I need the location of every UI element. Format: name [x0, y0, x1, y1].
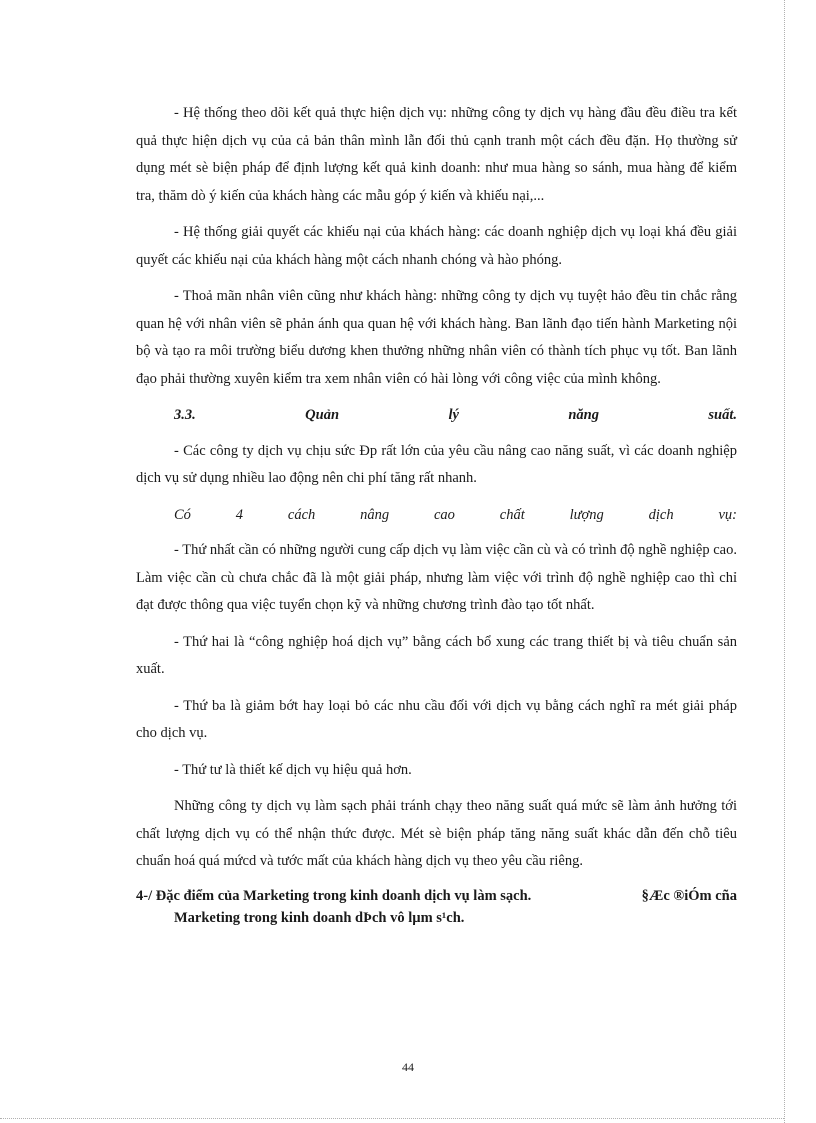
page-number: 44: [402, 1060, 414, 1074]
paragraph-productivity-pressure: - Các công ty dịch vụ chịu sức Ðp rất lớn của yêu cầu nâng cao năng suất, vì các doanh nghiệp dịch vụ sử dụng nhiều lao động nên chi phí tăng rất nhanh.: [136, 442, 737, 486]
heading-line-1: 4-/ Đặc điểm của Marketing trong kinh doanh dịch vụ làm sạch.: [136, 887, 532, 904]
page-border-right: [784, 0, 785, 1123]
heading-garbled-text: §Æc ®iÓm cña: [641, 887, 737, 904]
paragraph-second-way: - Thứ hai là “công nghiệp hoá dịch vụ” bằng cách bổ xung các trang thiết bị và tiêu chuẩn sản xuất.: [136, 633, 737, 677]
paragraph-first-way: - Thứ nhất cần có những người cung cấp dịch vụ làm việc cần cù và có trình độ nghề nghiệp cao. Làm việc cần cù chưa chắc đã là một giải pháp, nhưng làm việc với trình độ nghề nghiệp cao thì chỉ đạt được thông qua việc tuyển chọn kỹ và những chương trình đào tạo tốt nhất.: [136, 542, 737, 613]
paragraph-cleaning-productivity: Những công ty dịch vụ làm sạch phải tránh chạy theo năng suất quá mức sẽ làm ảnh hưởng tới chất lượng dịch vụ có thể nhận thức được. Mét sè biện pháp tăng năng suất khác dẫn đến chỗ tiêu chuẩn hoá quá mứcd và tước mất của khách hàng dịch vụ theo yêu cầu riêng.: [136, 798, 737, 869]
paragraph-service-monitoring: - Hệ thống theo dõi kết quả thực hiện dịch vụ: những công ty dịch vụ hàng đầu đều điều tra kết quả thực hiện dịch vụ của cả bản thân mình lẫn đối thủ cạnh tranh một cách đều đặn. Họ thường sử dụng mét sè biện pháp để định lượng kết quả kinh doanh: như mua hàng so sánh, mua hàng để kiểm tra, thăm dò ý kiến của khách hàng các mẫu góp ý kiến và khiếu nại,...: [136, 105, 737, 204]
paragraph-complaint-handling: - Hệ thống giải quyết các khiếu nại của khách hàng: các doanh nghiệp dịch vụ loại khá đều giải quyết các khiếu nại của khách hàng một cách nhanh chóng và hào phóng.: [136, 224, 737, 268]
paragraph-third-way: - Thứ ba là giảm bớt hay loại bỏ các nhu cầu đối với dịch vụ bằng cách nghĩ ra mét giải pháp cho dịch vụ.: [136, 697, 737, 741]
four-ways-line: Có 4 cách nâng cao chất lượng dịch vụ:: [174, 506, 737, 523]
document-page: [136, 100, 737, 929]
paragraph-employee-satisfaction: - Thoả mãn nhân viên cũng như khách hàng: những công ty dịch vụ tuyệt hảo đều tin chắc rằng quan hệ với nhân viên sẽ phản ánh qua quan hệ với khách hàng. Ban lãnh đạo tiến hành Marketing nội bộ và tạo ra môi trường biểu dương khen thưởng những nhân viên có thành tích phục vụ tốt. Ban lãnh đạo phải thường xuyên kiểm tra xem nhân viên có hài lòng với công việc của mình không.: [136, 288, 737, 387]
page-border-bottom: [0, 1118, 784, 1119]
section-heading-productivity: 3.3. Quản lý năng suất.: [174, 407, 737, 423]
paragraph-fourth-way: - Thứ tư là thiết kế dịch vụ hiệu quả hơn.: [174, 761, 412, 778]
heading-line-2: Marketing trong kinh doanh dÞch vô lµm s¹ch.: [174, 909, 465, 926]
heading-marketing-characteristics: [136, 885, 737, 929]
